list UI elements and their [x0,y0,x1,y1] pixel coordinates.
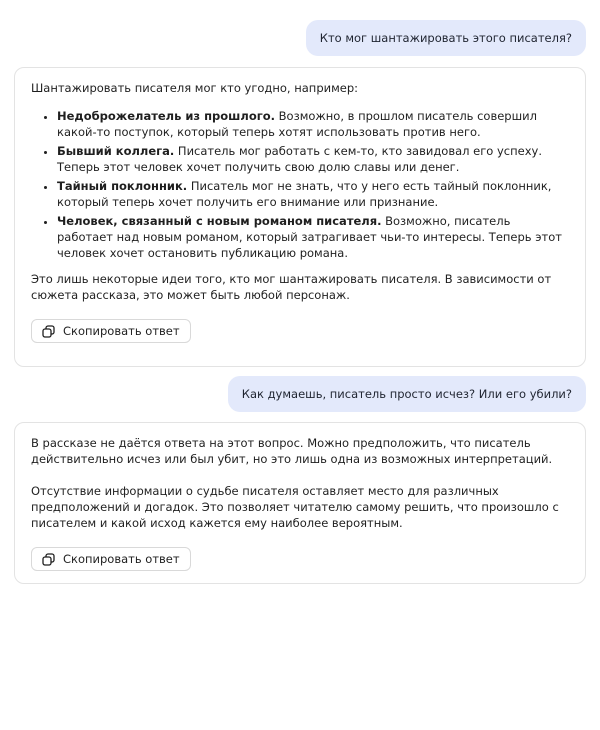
copy-icon [42,325,55,338]
user-message-text: Как думаешь, писатель просто исчез? Или его убили? [241,387,572,401]
list-item-title: Тайный поклонник. [57,179,188,193]
copy-answer-button[interactable] [31,319,191,343]
list-item-title: Человек, связанный с новым романом писателя. [57,214,382,228]
user-message-text: Кто мог шантажировать этого писателя? [319,31,572,45]
copy-answer-label: Скопировать ответ [63,324,180,338]
copy-answer-label: Скопировать ответ [63,552,180,566]
assistant-answer [14,67,586,367]
list-item [57,108,569,140]
list-item-title: Бывший коллега. [57,144,175,158]
copy-icon [42,553,55,566]
list-item-text: Писатель мог работать с кем-то, кто завидовал его успеху. Теперь этот человек хочет получить свою долю славы или денег. [57,144,542,174]
answer-outro: Это лишь некоторые идеи того, кто мог шантажировать писателя. В зависимости от сюжета рассказа, это может быть любой персонаж. [31,272,552,302]
copy-answer-button[interactable] [31,547,191,571]
list-item [57,178,569,210]
list-item-title: Недоброжелатель из прошлого. [57,109,276,123]
list-item [57,213,569,261]
user-message[interactable] [306,20,586,56]
list-item-text: Писатель мог не знать, что у него есть тайный поклонник, который теперь хочет получить его внимание или признание. [57,179,552,209]
answer-list [31,108,569,261]
list-item [57,143,569,175]
answer-paragraph: В рассказе не даётся ответа на этот вопрос. Можно предположить, что писатель действительно исчез или был убит, но это лишь одна из возможных интерпретаций. [31,436,553,466]
list-item-text: Возможно, в прошлом писатель совершил какой-то поступок, который теперь хотят использовать против него. [57,109,537,139]
user-message[interactable] [228,376,586,412]
answer-paragraph: Отсутствие информации о судьбе писателя оставляет место для различных предположений и догадок. Это позволяет читателю самому решить, что произошло с писателем и какой исход кажется ему наиболее вероятным. [31,484,559,530]
assistant-answer [14,422,586,584]
answer-intro: Шантажировать писателя мог кто угодно, например: [31,81,359,95]
list-item-text: Возможно, писатель работает над новым романом, который затрагивает чьи-то интересы. Теперь этот человек хочет остановить публикацию романа. [57,214,562,260]
